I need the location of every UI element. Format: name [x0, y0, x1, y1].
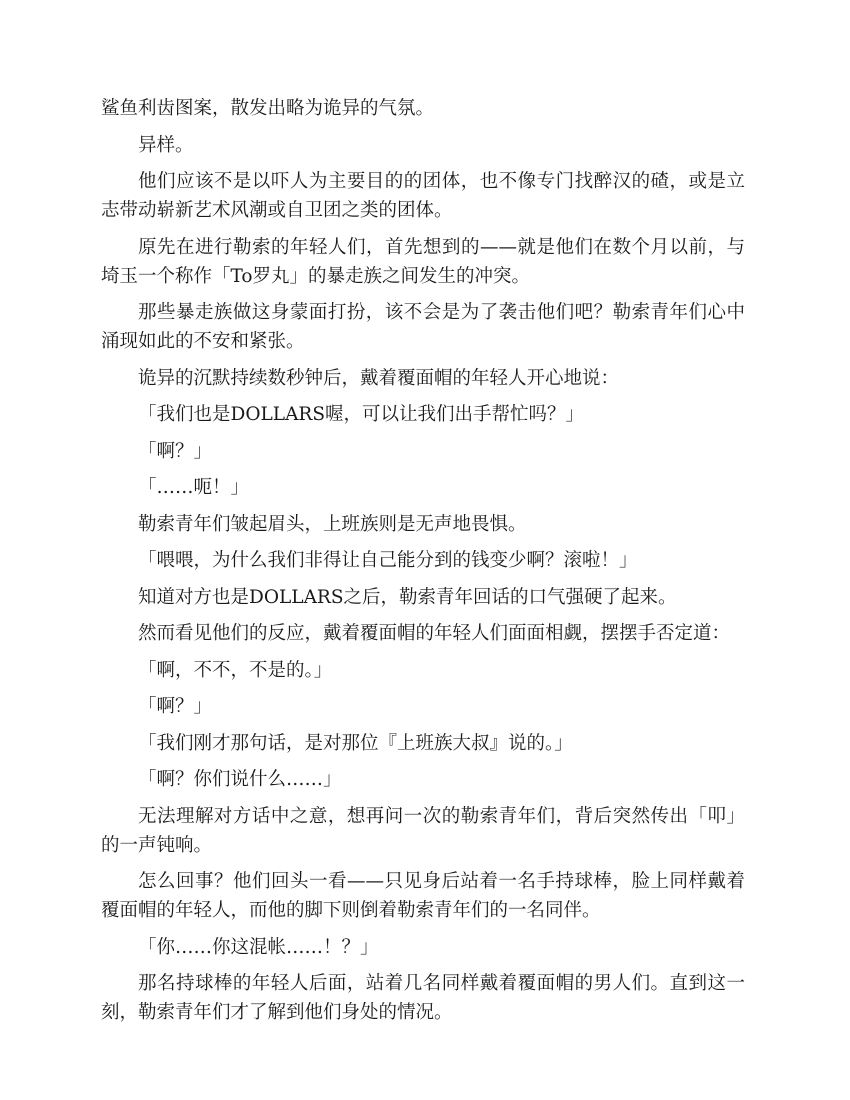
paragraph: 无法理解对方话中之意，想再问一次的勒索青年们，背后突然传出「叩」的一声钝响。	[101, 805, 745, 856]
dialogue-line: 「你……你这混帐……！？」	[138, 936, 379, 958]
paragraph: 异样。	[138, 134, 194, 156]
dialogue-line: 「喂喂，为什么我们非得让自己能分到的钱变少啊？滚啦！」	[138, 550, 638, 571]
dialogue-line: 「啊？」	[138, 696, 213, 717]
paragraph: 原先在进行勒索的年轻人们，首先想到的——就是他们在数个月以前，与埼玉一个称作「To罗丸」的暴走族之间发生的冲突。	[101, 236, 745, 287]
page-body	[101, 94, 745, 1035]
paragraph: 鲨鱼利齿图案，散发出略为诡异的气氛。	[101, 98, 435, 119]
paragraph: 怎么回事？他们回头一看——只见身后站着一名手持球棒，脸上同样戴着覆面帽的年轻人，而他的脚下则倒着勒索青年们的一名同伴。	[101, 871, 745, 921]
paragraph: 知道对方也是DOLLARS之后，勒索青年回话的口气强硬了起来。	[138, 586, 677, 608]
dialogue-line: 「我们也是DOLLARS喔，可以让我们出手帮忙吗？」	[138, 404, 585, 425]
paragraph: 诡异的沉默持续数秒钟后，戴着覆面帽的年轻人开心地说：	[138, 367, 620, 389]
dialogue-line: 「……呃！」	[138, 477, 250, 498]
paragraph: 那名持球棒的年轻人后面，站着几名同样戴着覆面帽的男人们。直到这一刻，勒索青年们才了解到他们身处的情况。	[101, 973, 745, 1023]
dialogue-line: 「我们刚才那句话，是对那位『上班族大叔』说的。」	[138, 732, 573, 754]
paragraph: 他们应该不是以吓人为主要目的的团体，也不像专门找醉汉的碴，或是立志带动崭新艺术风潮或自卫团之类的团体。	[101, 171, 745, 221]
paragraph: 勒索青年们皱起眉头，上班族则是无声地畏惧。	[138, 513, 527, 535]
paragraph: 那些暴走族做这身蒙面打扮，该不会是为了袭击他们吧？勒索青年们心中涌现如此的不安和紧张。	[101, 302, 745, 352]
dialogue-line: 「啊？你们说什么……」	[138, 769, 342, 790]
dialogue-line: 「啊，不不，不是的。」	[138, 659, 333, 681]
dialogue-line: 「啊？」	[138, 440, 213, 462]
paragraph: 然而看见他们的反应，戴着覆面帽的年轻人们面面相觑，摆摆手否定道：	[138, 623, 731, 644]
